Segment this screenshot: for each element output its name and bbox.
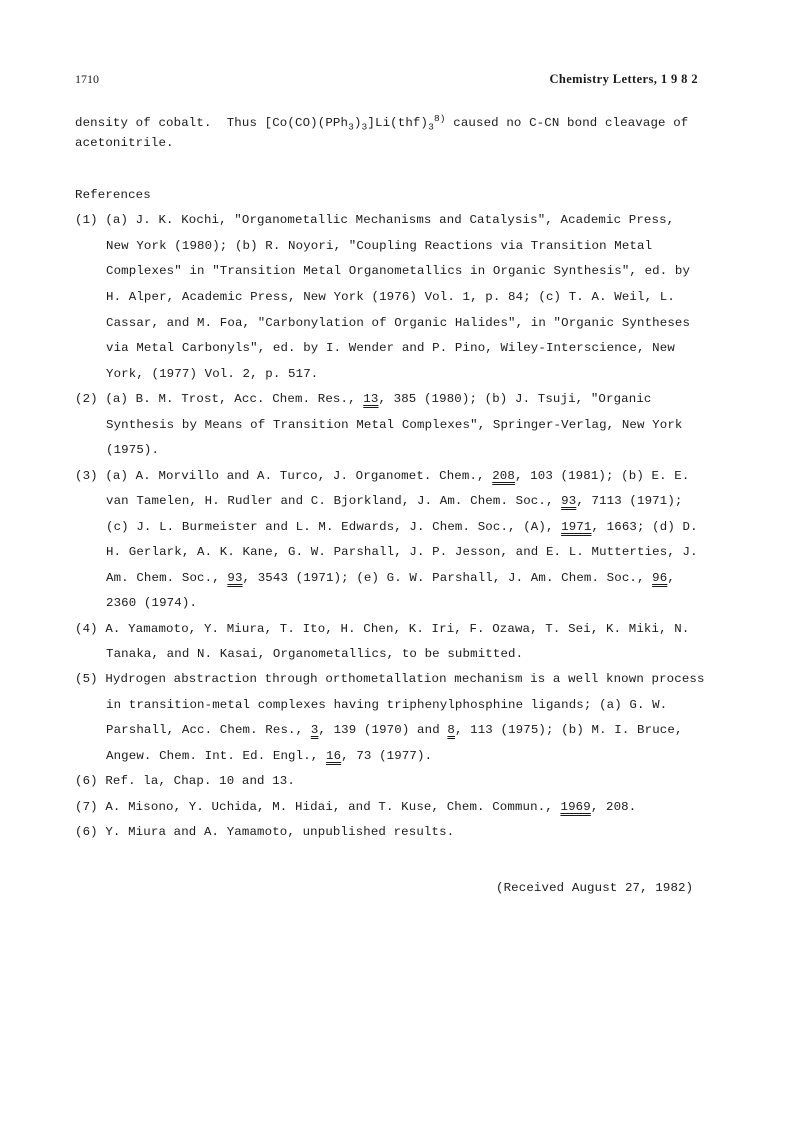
volume-number: 208 [492, 469, 515, 483]
ref-4-line-1: (4) A. Yamamoto, Y. Miura, T. Ito, H. Chen, K. Iri, F. Ozawa, T. Sei, K. Miki, N. [75, 622, 690, 636]
volume-number: 1971 [561, 520, 592, 534]
text-span: , 7113 (1971); [576, 494, 683, 508]
text-span: (3) (a) A. Morvillo and A. Turco, J. Organomet. Chem., [75, 469, 493, 483]
text-span: Am. Chem. Soc., [106, 571, 228, 585]
volume-number: 93 [561, 494, 577, 508]
volume-number: 93 [227, 571, 243, 585]
ref-1-line-6: via Metal Carbonyls", ed. by I. Wender and P. Pino, Wiley-Interscience, New [106, 341, 675, 355]
ref-3-line-1 [75, 469, 689, 484]
text-span: , 113 (1975); (b) M. I. Bruce, [454, 723, 683, 737]
text-span: , 139 (1970) and [318, 723, 448, 737]
ref-1-line-5: Cassar, and M. Foa, "Carbonylation of Organic Halides", in "Organic Syntheses [106, 316, 691, 330]
text-span: van Tamelen, H. Rudler and C. Bjorkland, J. Am. Chem. Soc., [106, 494, 562, 508]
ref-3-line-6: 2360 (1974). [106, 596, 198, 610]
body-line-2: acetonitrile. [75, 136, 174, 150]
ref-3-line-5 [106, 571, 675, 586]
subscript: 3 [361, 121, 368, 133]
ref-2-line-3: (1975). [106, 443, 160, 457]
text-span: Angew. Chem. Int. Ed. Engl., [106, 749, 326, 763]
ref-1-line-4: H. Alper, Academic Press, New York (1976) Vol. 1, p. 84; (c) T. A. Weil, L. [106, 290, 675, 304]
text-span: (7) A. Misono, Y. Uchida, M. Hidai, and T. Kuse, Chem. Commun., [75, 800, 561, 814]
ref-1-line-1: (1) (a) J. K. Kochi, "Organometallic Mechanisms and Catalysis", Academic Press, [75, 213, 675, 227]
text-span: , 3543 (1971); (e) G. W. Parshall, J. Am. Chem. Soc., [242, 571, 653, 585]
text-span: (c) J. L. Burmeister and L. M. Edwards, J. Chem. Soc., (A), [106, 520, 562, 534]
text-span: density of cobalt. Thus [Co(CO)(PPh [75, 116, 349, 131]
ref-5-line-4 [106, 749, 432, 764]
text-span: caused no C-CN bond cleavage of [445, 116, 689, 131]
subscript: 3 [348, 121, 354, 133]
ref-6-line-1: (6) Ref. la, Chap. 10 and 13. [75, 774, 295, 788]
year-number: 1969 [560, 800, 591, 814]
ref-2-line-2: Synthesis by Means of Transition Metal Complexes", Springer-Verlag, New York [106, 418, 683, 432]
ref-4-line-2: Tanaka, and N. Kasai, Organometallics, to be submitted. [106, 647, 524, 661]
volume-number: 13 [363, 392, 379, 406]
references-heading: References [75, 188, 151, 202]
volume-number: 8 [447, 723, 455, 737]
ref-5-line-2: in transition-metal complexes having triphenylphosphine ligands; (a) G. W. [106, 698, 668, 712]
volume-number: 96 [652, 571, 668, 585]
ref-1-line-3: Complexes" in "Transition Metal Organometallics in Organic Synthesis", ed. by [106, 264, 691, 278]
ref-5-line-1: (5) Hydrogen abstraction through orthometallation mechanism is a well known process [75, 672, 705, 686]
text-span: , 385 (1980); (b) J. Tsuji, "Organic [378, 392, 652, 406]
ref-1-line-7: York, (1977) Vol. 2, p. 517. [106, 367, 319, 381]
ref-3-line-4: H. Gerlark, A. K. Kane, G. W. Parshall, J. P. Jesson, and E. L. Mutterties, J. [106, 545, 698, 559]
text-span: (2) (a) B. M. Trost, Acc. Chem. Res., [75, 392, 364, 406]
ref-1-line-2: New York (1980); (b) R. Noyori, "Coupling Reactions via Transition Metal [106, 239, 653, 253]
body-line-1 [75, 111, 688, 135]
text-span: , 73 (1977). [341, 749, 433, 763]
ref-5-line-3 [106, 723, 683, 738]
text-span: Parshall, Acc. Chem. Res., [106, 723, 311, 737]
text-span: , 208. [590, 800, 637, 814]
volume-number: 3 [310, 723, 319, 737]
text-span: , 103 (1981); (b) E. E. [514, 469, 690, 483]
text-span: , [667, 571, 675, 585]
journal-header: Chemistry Letters, 1 9 8 2 [549, 72, 698, 86]
text-span: ]Li(thf) [367, 116, 429, 131]
ref-2-line-1 [75, 392, 652, 407]
text-span: , 1663; (d) D. [591, 520, 698, 534]
ref-8-line-1: (6) Y. Miura and A. Yamamoto, unpublished results. [75, 825, 455, 839]
volume-number: 16 [325, 749, 342, 763]
ref-7-line-1 [75, 800, 636, 815]
page-number: 1710 [75, 72, 99, 86]
footnote-ref: 8) [433, 113, 446, 124]
ref-3-line-2 [106, 494, 683, 509]
text-span: ) [353, 116, 362, 131]
received-date: (Received August 27, 1982) [496, 881, 694, 895]
subscript: 3 [428, 121, 434, 133]
ref-3-line-3 [106, 520, 698, 535]
